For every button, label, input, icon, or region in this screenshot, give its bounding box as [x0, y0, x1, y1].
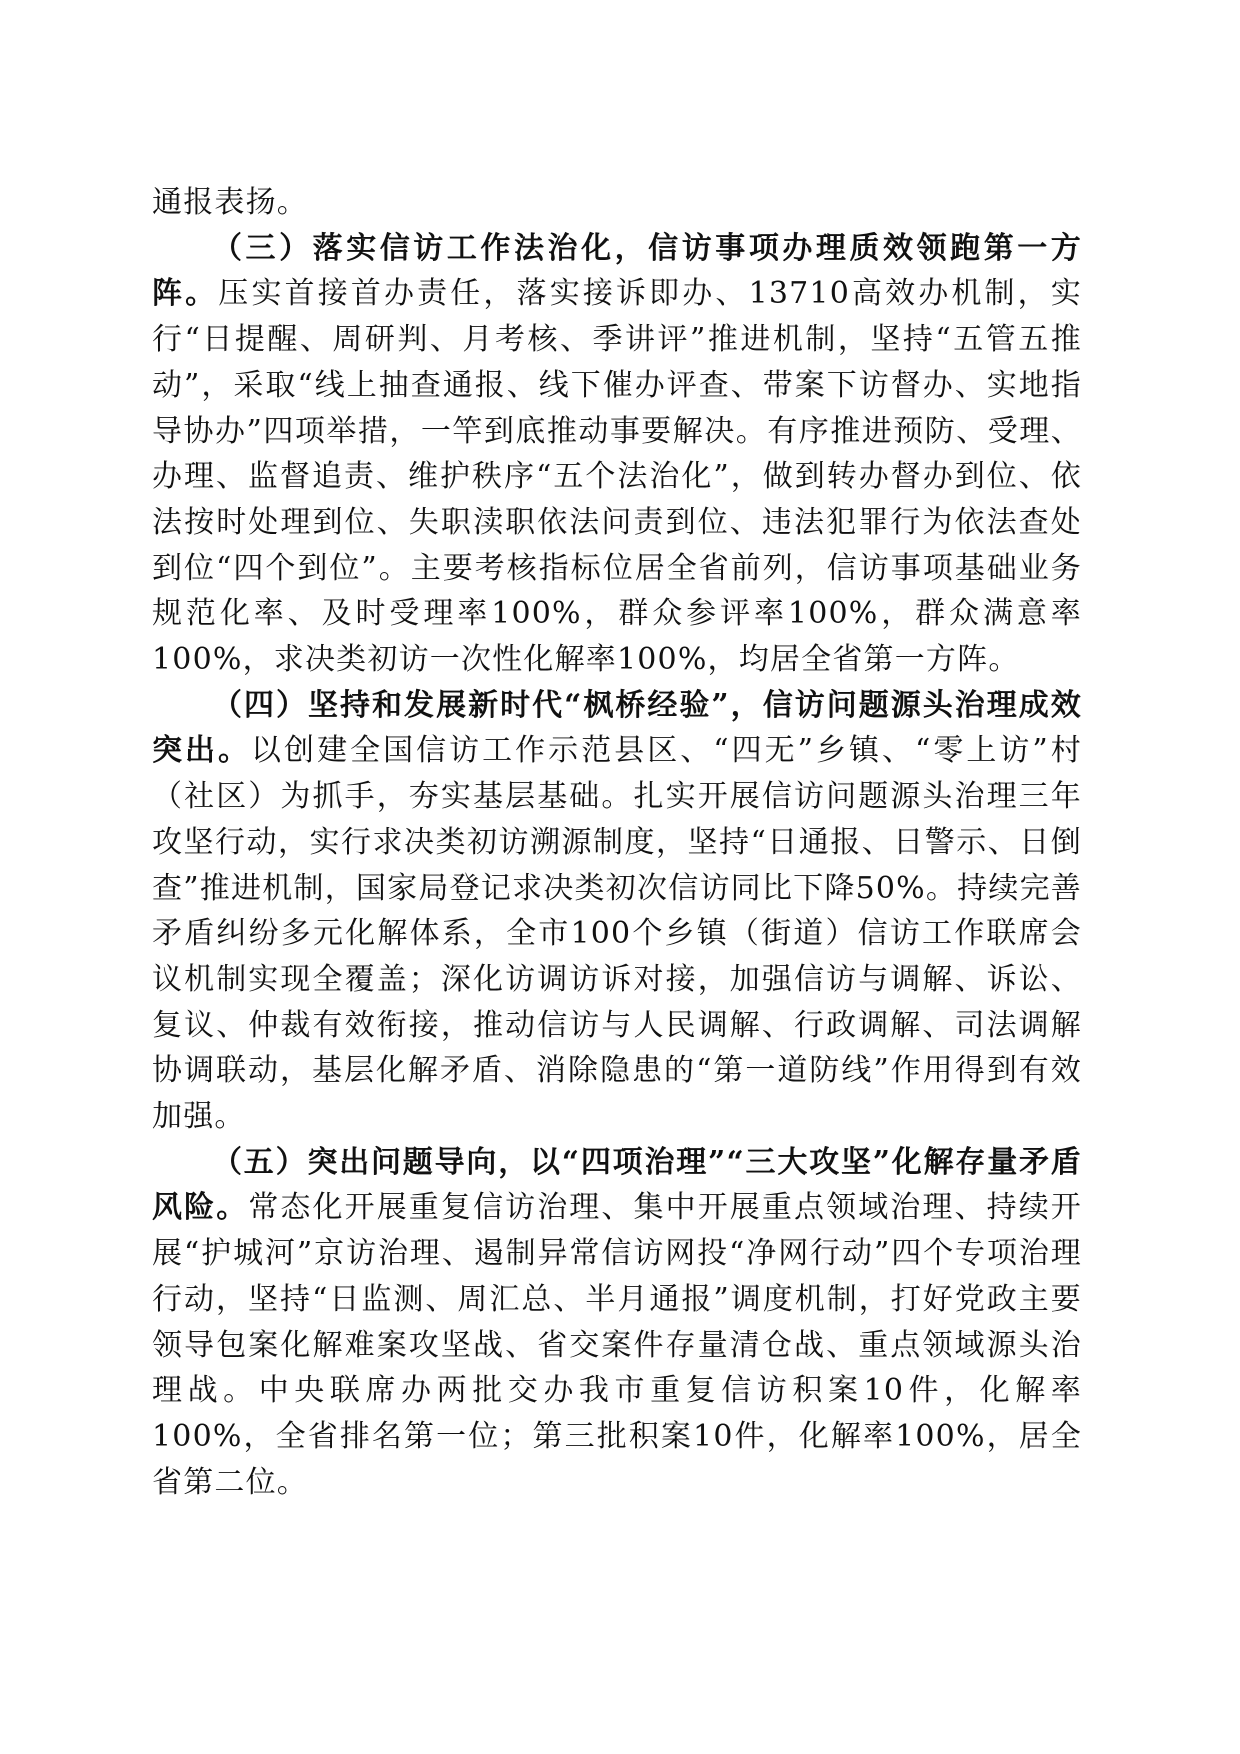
section-4-heading: （四）坚持和发展新时代“枫桥经验”，信访问题源头治理成效突出。	[152, 687, 1082, 769]
paragraph-continuation	[152, 180, 1082, 226]
section-5-body: 常态化开展重复信访治理、集中开展重点领域治理、持续开展“护城河”京访治理、遏制异常信访网投“净网行动”四个专项治理行动，坚持“日监测、周汇总、半月通报”调度机制，打好党政主要领导包案化解难案攻坚战、省交案件存量清仓战、重点领域源头治理战。中央联席办两批交办我市重复信访积案10件，化解率100%，全省排名第一位；第三批积案10件，化解率100%，居全省第二位。	[152, 1190, 1083, 1500]
paragraph-section-4	[152, 683, 1082, 1140]
paragraph-section-5	[152, 1140, 1082, 1506]
paragraph-body: 通报表扬。	[152, 185, 308, 220]
document-body	[152, 180, 1082, 1505]
section-5-heading: （五）突出问题导向，以“四项治理”“三大攻坚”化解存量矛盾风险。	[152, 1144, 1082, 1226]
section-3-heading: （三）落实信访工作法治化，信访事项办理质效领跑第一方阵。	[152, 230, 1082, 312]
paragraph-section-3	[152, 226, 1082, 683]
section-4-body: 以创建全国信访工作示范县区、“四无”乡镇、“零上访”村（社区）为抓手，夯实基层基础。扎实开展信访问题源头治理三年攻坚行动，实行求决类初访溯源制度，坚持“日通报、日警示、日倒查”推进机制，国家局登记求决类初次信访同比下降50%。持续完善矛盾纠纷多元化解体系，全市100个乡镇（街道）信访工作联席会议机制实现全覆盖；深化访调访诉对接，加强信访与调解、诉讼、复议、仲裁有效衔接，推动信访与人民调解、行政调解、司法调解协调联动，基层化解矛盾、消除隐患的“第一道防线”作用得到有效加强。	[152, 733, 1082, 1135]
section-3-body: 压实首接首办责任，落实接诉即办、13710高效办机制，实行“日提醒、周研判、月考核、季讲评”推进机制，坚持“五管五推动”，采取“线上抽查通报、线下催办评查、带案下访督办、实地指导协办”四项举措，一竿到底推动事要解决。有序推进预防、受理、办理、监督追责、维护秩序“五个法治化”，做到转办督办到位、依法按时处理到位、失职渎职依法问责到位、违法犯罪行为依法查处到位“四个到位”。主要考核指标位居全省前列，信访事项基础业务规范化率、及时受理率100%，群众参评率100%，群众满意率100%，求决类初访一次性化解率100%，均居全省第一方阵。	[152, 276, 1082, 678]
